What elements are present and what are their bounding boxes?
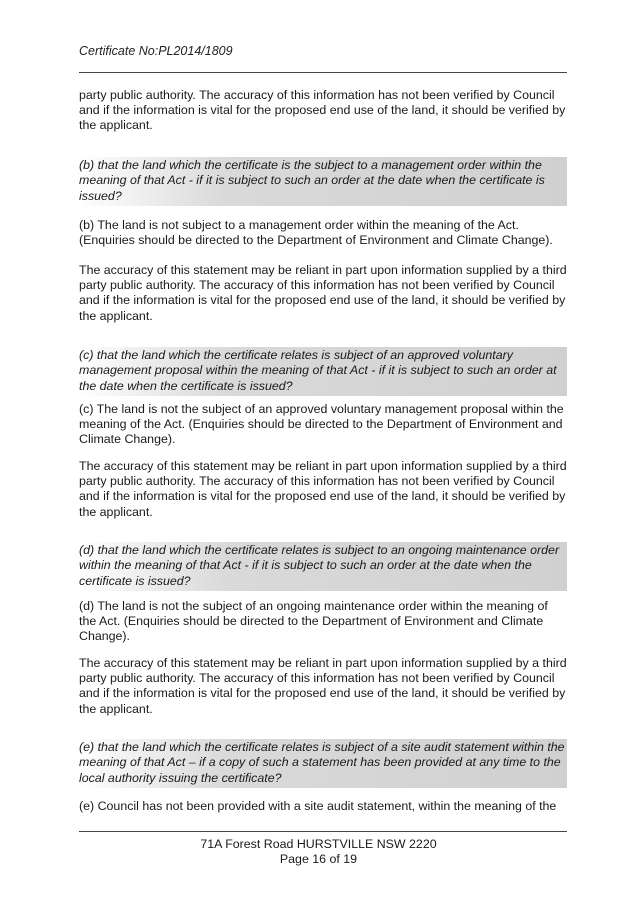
disclaimer-d: The accuracy of this statement may be reliant in part upon information supplied by a third party public authority. The accuracy of this information has not been verified by Council and if the information is vital for the proposed end use of the land, it should be verified by the applicant. xyxy=(79,656,567,716)
question-d: (d) that the land which the certificate relates is subject to an ongoing maintenance order within the meaning of that Act - if it is subject to such an order at the date when the certificate is issued? xyxy=(77,542,567,591)
disclaimer-b: The accuracy of this statement may be reliant in part upon information supplied by a third party public authority. The accuracy of this information has not been verified by Council and if the information is vital for the proposed end use of the land, it should be verified by the applicant. xyxy=(79,263,567,323)
answer-d: (d) The land is not the subject of an ongoing maintenance order within the meaning of the Act. (Enquiries should be directed to the Department of Environment and Climate Change). xyxy=(79,599,548,644)
disclaimer-c: The accuracy of this statement may be reliant in part upon information supplied by a third party public authority. The accuracy of this information has not been verified by Council and if the information is vital for the proposed end use of the land, it should be verified by the applicant. xyxy=(79,459,567,519)
question-c: (c) that the land which the certificate relates is subject of an approved voluntary management proposal within the meaning of that Act - if it is subject to such an order at the date when the certificate is issued? xyxy=(77,347,567,396)
header-divider xyxy=(79,72,567,73)
certificate-number: Certificate No:PL2014/1809 xyxy=(79,44,233,58)
answer-b: (b) The land is not subject to a management order within the meaning of the Act. (Enquiries should be directed to the Department of Environment and Climate Change). xyxy=(79,218,553,248)
intro-paragraph: party public authority. The accuracy of this information has not been verified by Council and if the information is vital for the proposed end use of the land, it should be verified by the applicant. xyxy=(79,88,566,133)
question-b: (b) that the land which the certificate is the subject to a management order within the meaning of that Act - if it is subject to such an order at the date when the certificate is issued? xyxy=(77,157,567,206)
page-number: Page 16 of 19 xyxy=(279,852,358,866)
footer-address: 71A Forest Road HURSTVILLE NSW 2220 xyxy=(200,837,437,851)
question-e: (e) that the land which the certificate relates is subject of a site audit statement within the meaning of that Act – if a copy of such a statement has been provided at any time to the local authority issuing the certificate? xyxy=(77,739,567,788)
answer-e: (e) Council has not been provided with a site audit statement, within the meaning of the xyxy=(79,799,557,813)
answer-c: (c) The land is not the subject of an approved voluntary management proposal within the meaning of the Act. (Enquiries should be directed to the Department of Environment and Climate Change). xyxy=(79,402,564,447)
footer-divider xyxy=(79,831,567,832)
